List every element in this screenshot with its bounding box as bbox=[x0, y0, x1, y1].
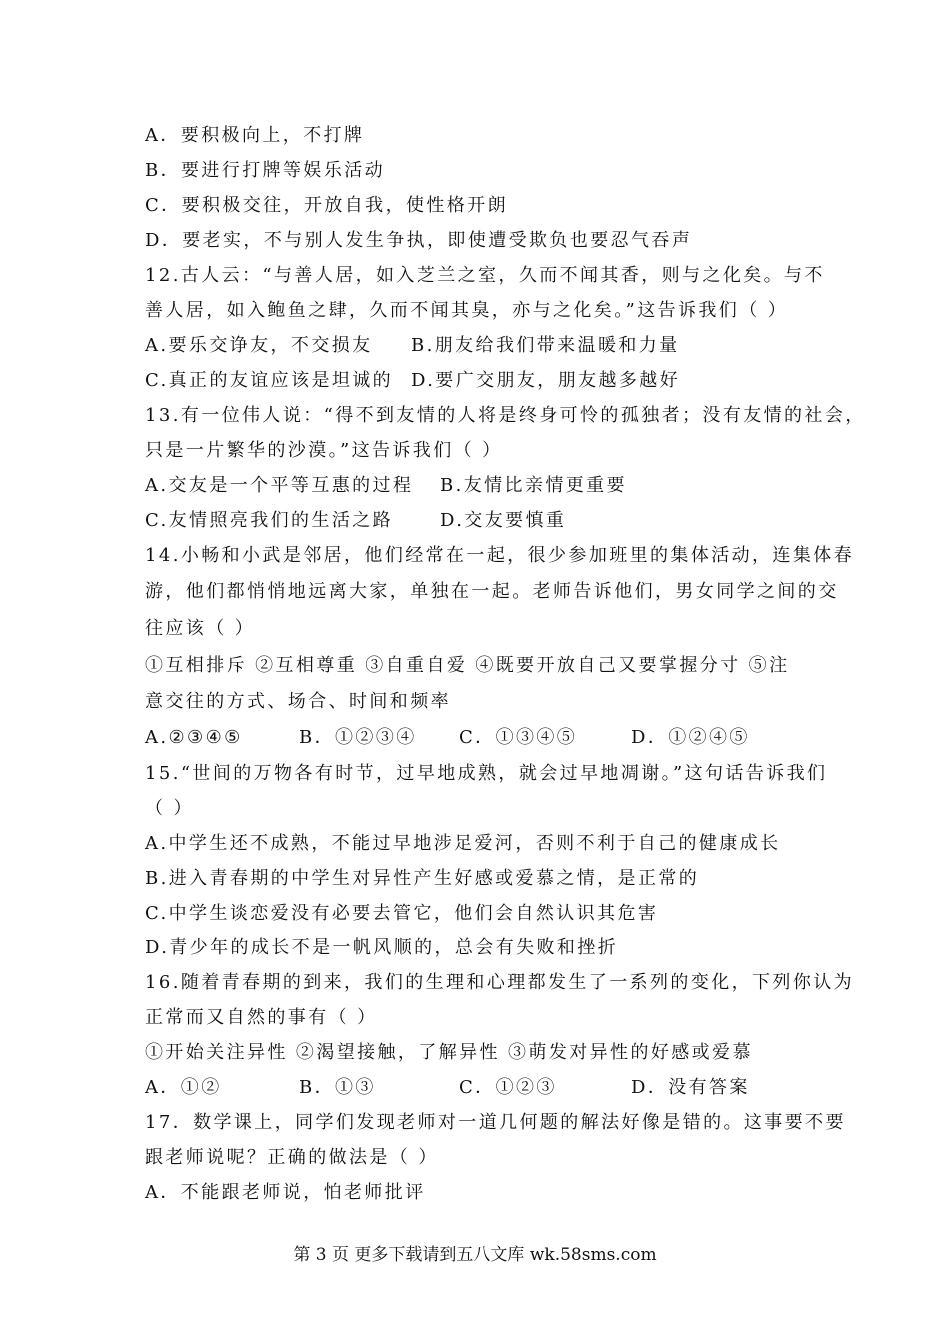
q16-options-row bbox=[145, 1076, 750, 1100]
q13-stem-line1: 13.有一位伟人说：“得不到友情的人将是终身可怜的孤独者；没有友情的社会， bbox=[145, 405, 866, 426]
q12-options-row2 bbox=[145, 369, 680, 393]
q11-option-a: A．要积极向上，不打牌 bbox=[145, 125, 365, 146]
q14-items-line1: ①互相排斥 ②互相尊重 ③自重自爱 ④既要开放自己又要掌握分寸 ⑤注 bbox=[145, 655, 790, 676]
q14-options-row bbox=[145, 726, 750, 750]
q12-option-c: C.真正的友谊应该是坦诚的 bbox=[145, 370, 394, 391]
q11-option-b: B．要进行打牌等娱乐活动 bbox=[145, 160, 386, 181]
q16-stem-line1: 16.随着青春期的到来，我们的生理和心理都发生了一系列的变化，下列你认为 bbox=[145, 972, 855, 993]
q14-option-c: C．①③④⑤ bbox=[459, 727, 578, 748]
q13-option-c: C.友情照亮我们的生活之路 bbox=[145, 510, 394, 531]
q15-stem-line1: 15.“世间的万物各有时节，过早地成熟，就会过早地凋谢。”这句话告诉我们 bbox=[145, 763, 828, 784]
q14-stem-line2: 游，他们都悄悄地远离大家，单独在一起。老师告诉他们，男女同学之间的交 bbox=[145, 581, 839, 602]
q15-option-d: D.青少年的成长不是一帆风顺的，总会有失败和挫折 bbox=[145, 937, 619, 958]
q16-stem-line2: 正常而又自然的事有（ ） bbox=[145, 1007, 378, 1028]
q16-option-c: C．①②③ bbox=[459, 1077, 557, 1098]
q13-option-a: A.交友是一个平等互惠的过程 bbox=[145, 475, 414, 496]
q17-stem-line2: 跟老师说呢？正确的做法是（ ） bbox=[145, 1147, 439, 1168]
q15-option-b: B.进入青春期的中学生对异性产生好感或爱慕之情，是正常的 bbox=[145, 868, 700, 889]
q17-option-a: A．不能跟老师说，怕老师批评 bbox=[145, 1182, 426, 1203]
q16-option-a: A．①② bbox=[145, 1077, 222, 1098]
q13-option-d: D.交友要慎重 bbox=[440, 510, 567, 531]
q14-option-a: A.②③④⑤ bbox=[145, 727, 243, 748]
q11-option-c: C．要积极交往，开放自我，使性格开朗 bbox=[145, 195, 508, 216]
q12-stem-line2: 善人居，如入鲍鱼之肆，久而不闻其臭，亦与之化矣。”这告诉我们（ ） bbox=[145, 300, 789, 321]
q14-stem-line1: 14.小畅和小武是邻居，他们经常在一起，很少参加班里的集体活动，连集体春 bbox=[145, 545, 855, 566]
q16-option-b: B．①③ bbox=[299, 1077, 376, 1098]
q15-option-c: C.中学生谈恋爱没有必要去管它，他们会自然认识其危害 bbox=[145, 903, 659, 924]
q12-stem-line1: 12.古人云：“与善人居，如入芝兰之室，久而不闻其香，则与之化矣。与不 bbox=[145, 265, 825, 286]
q13-option-b: B.友情比亲情更重要 bbox=[440, 475, 627, 496]
q14-items-line2: 意交往的方式、场合、时间和频率 bbox=[145, 691, 451, 712]
q12-option-a: A.要乐交诤友，不交损友 bbox=[145, 335, 373, 356]
q15-option-a: A.中学生还不成熟，不能过早地涉足爱河，否则不利于自己的健康成长 bbox=[145, 833, 781, 854]
q14-option-b: B．①②③④ bbox=[299, 727, 417, 748]
q13-stem-line2: 只是一片繁华的沙漠。”这告诉我们（ ） bbox=[145, 440, 503, 461]
q13-options-row2 bbox=[145, 509, 566, 533]
page-footer: 第 3 页 更多下载请到五八文库 wk.58sms.com bbox=[293, 1245, 657, 1265]
q15-stem-line2: （ ） bbox=[145, 798, 194, 819]
q16-option-d: D．没有答案 bbox=[631, 1077, 750, 1098]
q12-option-b: B.朋友给我们带来温暖和力量 bbox=[411, 335, 680, 356]
q11-option-d: D．要老实，不与别人发生争执，即使遭受欺负也要忍气吞声 bbox=[145, 230, 693, 251]
q17-stem-line1: 17．数学课上，同学们发现老师对一道几何题的解法好像是错的。这事要不要 bbox=[145, 1112, 846, 1133]
q16-items: ①开始关注异性 ②渴望接触，了解异性 ③萌发对异性的好感或爱慕 bbox=[145, 1042, 753, 1063]
q14-stem-line3: 往应该（ ） bbox=[145, 618, 256, 639]
q12-option-d: D.要广交朋友，朋友越多越好 bbox=[411, 370, 681, 391]
q14-option-d: D．①②④⑤ bbox=[631, 727, 750, 748]
q12-options-row1 bbox=[145, 334, 680, 358]
q13-options-row1 bbox=[145, 474, 627, 498]
